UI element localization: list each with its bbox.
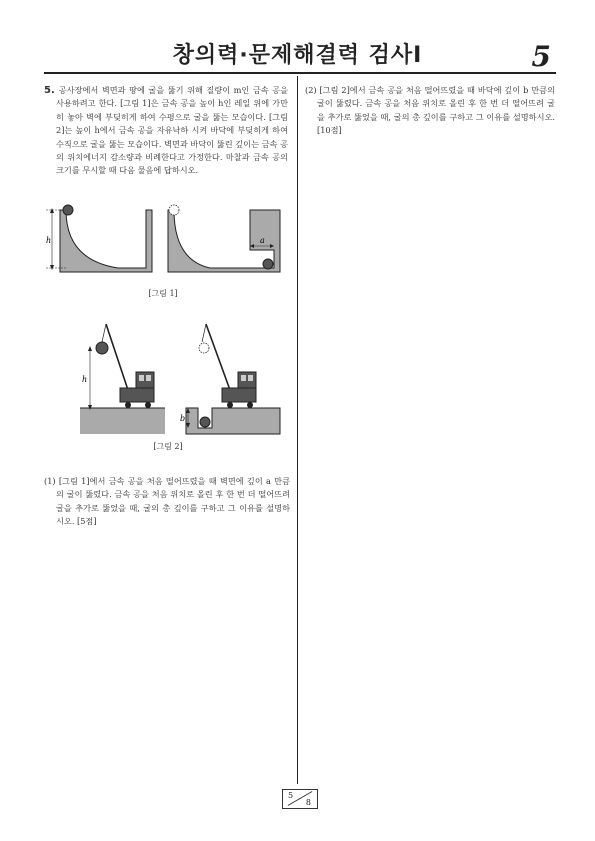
problem-intro-text: 공사장에서 벽면과 땅에 굴을 뚫기 위해 질량이 m인 금속 공을 사용하려고 한다. [그림 1]은 금속 공을 높이 h인 레일 위에 가만히 놓아 벽에 부딪히게 하여 수평으로 굴을 뚫는 모습이다. [그림 2]는 높이 h에서 금속 공을 자유낙하 시켜 바닥에 부딪히게 하여 수직으로 굴을 뚫는 모습이다. 벽면과 바닥이 뚫린 깊이는 금속 공의 위치에너지 감소량과 비례한다고 가정한다. 마찰과 금속 공의 크기를 무시할 때 다음 물음에 답하시오. [56, 85, 288, 176]
ball-in-hole [263, 259, 273, 269]
figure-2 [80, 320, 290, 440]
question-1 [44, 475, 290, 529]
problem-number: 5. [44, 85, 55, 96]
footer-page: 5 [288, 791, 294, 800]
page-title: 창의력·문제해결력 검사Ⅰ [172, 43, 423, 68]
figure-1-caption: [그림 1] [148, 289, 178, 298]
label-h-fig1: h [46, 236, 52, 245]
crane-truck-left [120, 372, 154, 408]
crane-boom-left [106, 324, 128, 390]
label-b-fig2: b [180, 414, 186, 423]
question-2 [305, 84, 555, 138]
ball-crane-left [96, 342, 108, 354]
ball-in-floor-hole [200, 417, 210, 427]
label-a-fig1: a [260, 236, 265, 245]
page-indicator [282, 789, 318, 809]
figure-1 [40, 200, 290, 280]
ball-start-ghost [169, 205, 179, 215]
question-1-text: (1) [그림 1]에서 금속 공을 처음 떨어뜨렸을 때 벽면에 깊이 a 만큼의 굴이 뚫렸다. 금속 공을 처음 위치로 올린 후 한 번 더 떨어뜨려 굴을 추가로 뚫었을 때, 굴의 총 깊이를 구하고 그 이유를 설명하시오. [5점] [44, 476, 290, 527]
crane-truck-right [222, 372, 256, 408]
label-h-fig2: h [82, 375, 88, 384]
crane-boom-right [206, 324, 230, 390]
ball-start-ghost-2 [199, 343, 209, 353]
problem-intro [44, 84, 288, 178]
header-rule [44, 72, 556, 74]
ground-left [80, 408, 165, 434]
footer-total: 8 [305, 798, 311, 807]
ball-left [63, 205, 73, 215]
figure-2-caption: [그림 2] [153, 442, 183, 451]
column-divider [297, 76, 298, 784]
question-2-text: (2) [그림 2]에서 금속 공을 처음 떨어뜨렸을 때 바닥에 깊이 b 만큼의 굴이 뚫렸다. 금속 공을 처음 위치로 올린 후 한 번 더 떨어뜨려 굴을 추가로 뚫었을 때, 굴의 총 깊이를 구하고 그 이유를 설명하시오. [10점] [305, 85, 555, 136]
page-number: 5 [531, 40, 551, 73]
ramp-left [60, 210, 152, 272]
